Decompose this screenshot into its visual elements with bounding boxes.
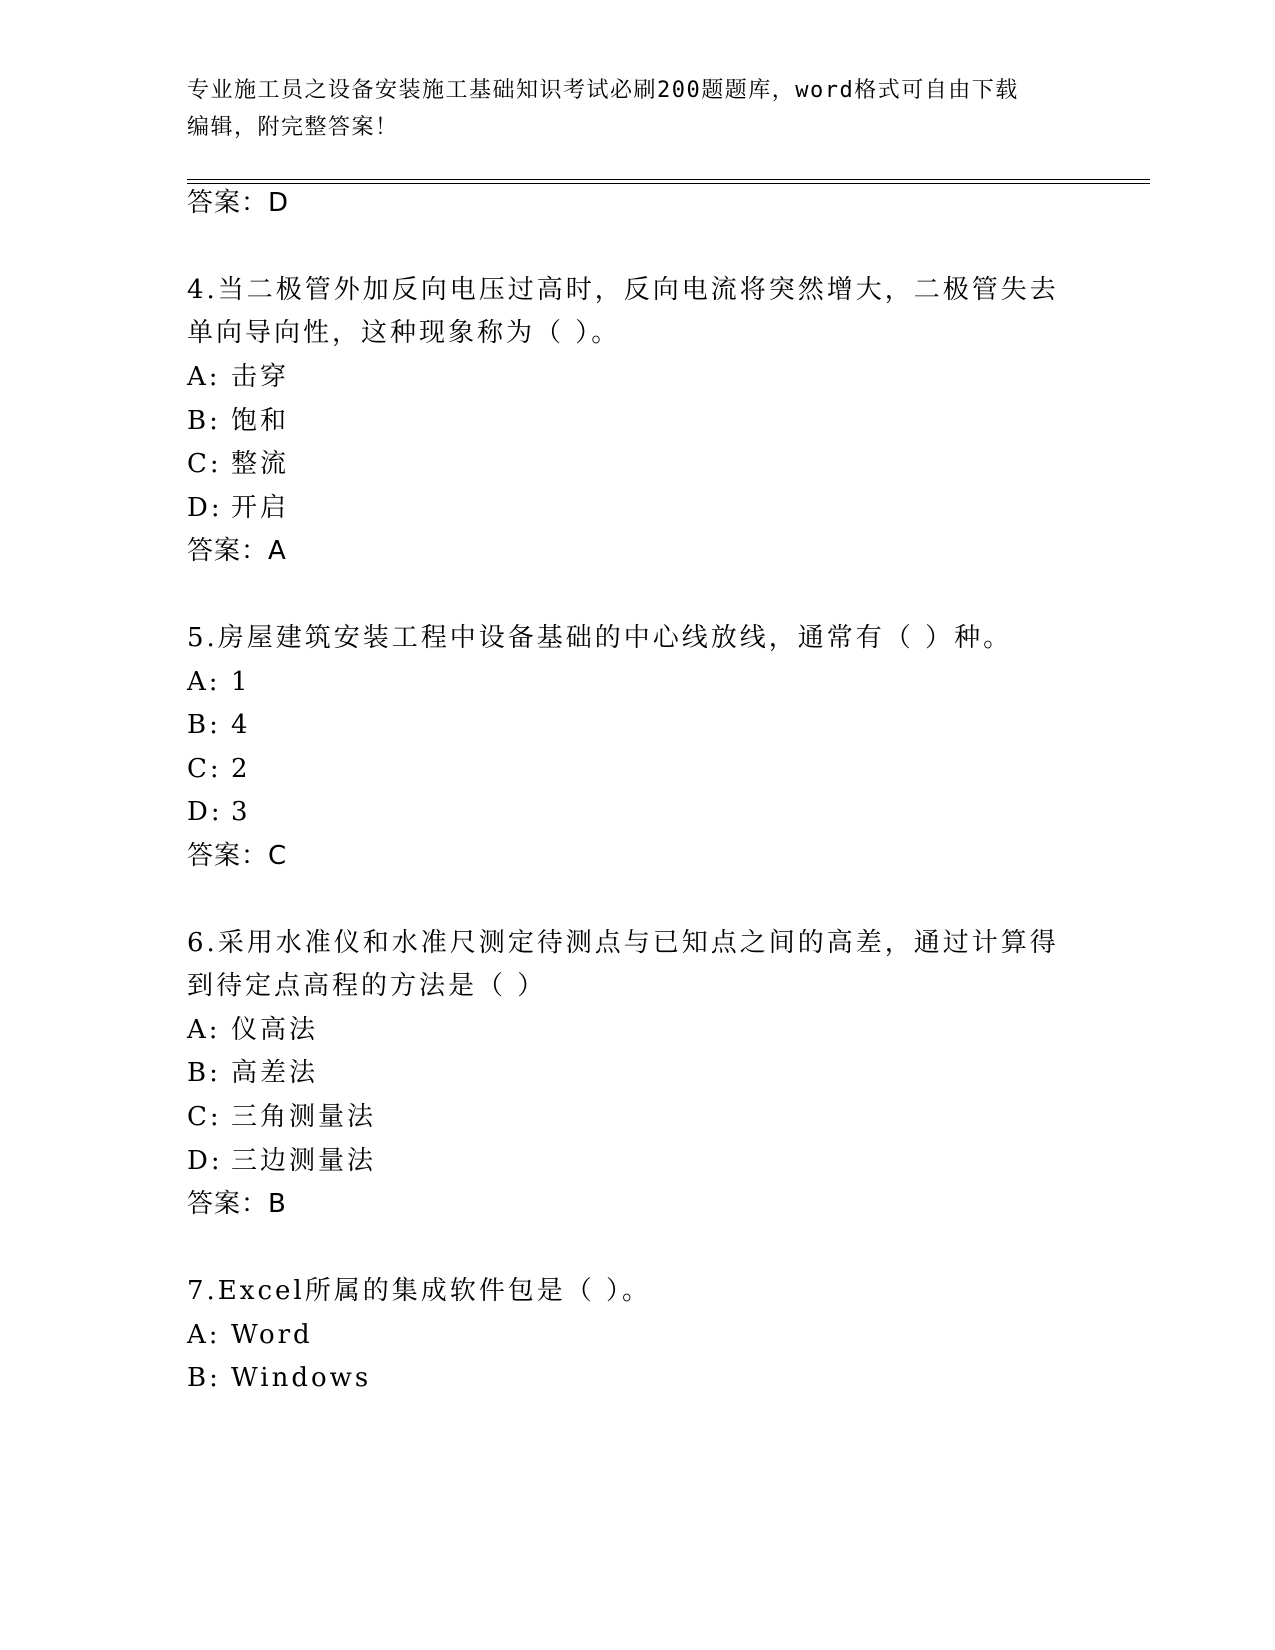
option-a xyxy=(187,667,251,697)
option-b xyxy=(187,1058,318,1088)
option-c xyxy=(187,754,251,784)
option-key: D: xyxy=(187,1146,223,1176)
question-text: 单向导向性，这种现象称为（ ）。 xyxy=(187,318,621,348)
option-text: Word xyxy=(231,1320,313,1350)
header-divider-bottom xyxy=(187,183,1150,184)
answer-label: 答案：B xyxy=(187,1189,287,1219)
option-key: A: xyxy=(187,1320,221,1350)
option-a xyxy=(187,362,289,392)
option-text: Windows xyxy=(231,1363,372,1393)
option-text: 三角测量法 xyxy=(231,1102,377,1132)
header-divider-top xyxy=(187,179,1150,180)
answer-label: 答案：D xyxy=(187,188,290,218)
option-text: 开启 xyxy=(231,493,290,523)
option-b xyxy=(187,710,251,740)
option-text: 1 xyxy=(231,667,251,697)
document-header xyxy=(187,72,1067,146)
answer-label: 答案：A xyxy=(187,536,287,566)
option-key: D: xyxy=(187,797,223,827)
option-key: A: xyxy=(187,362,221,392)
option-key: B: xyxy=(187,1363,221,1393)
option-text: 4 xyxy=(231,710,251,740)
option-text: 饱和 xyxy=(231,406,290,436)
option-d xyxy=(187,1146,376,1176)
option-text: 三边测量法 xyxy=(231,1146,377,1176)
option-b xyxy=(187,1363,371,1393)
option-text: 整流 xyxy=(231,449,290,479)
option-key: C: xyxy=(187,1102,222,1132)
option-key: B: xyxy=(187,406,221,436)
answer-label: 答案：C xyxy=(187,841,288,871)
header-line-2: 编辑，附完整答案！ xyxy=(187,115,399,140)
option-text: 高差法 xyxy=(231,1058,319,1088)
question-text: 7.Excel所属的集成软件包是（ ）。 xyxy=(187,1276,651,1306)
option-key: D: xyxy=(187,493,223,523)
question-text: 5.房屋建筑安装工程中设备基础的中心线放线，通常有（ ）种。 xyxy=(187,623,1013,653)
option-text: 3 xyxy=(231,797,251,827)
option-key: B: xyxy=(187,1058,221,1088)
option-c xyxy=(187,1102,376,1132)
question-text: 4.当二极管外加反向电压过高时，反向电流将突然增大，二极管失去 xyxy=(187,275,1059,305)
question-text: 6.采用水准仪和水准尺测定待测点与已知点之间的高差，通过计算得 xyxy=(187,928,1059,958)
option-a xyxy=(187,1320,313,1350)
option-a xyxy=(187,1015,318,1045)
option-key: B: xyxy=(187,710,221,740)
option-b xyxy=(187,406,289,436)
option-text: 击穿 xyxy=(231,362,290,392)
option-key: A: xyxy=(187,667,221,697)
option-key: A: xyxy=(187,1015,221,1045)
option-c xyxy=(187,449,289,479)
option-key: C: xyxy=(187,754,222,784)
question-text: 到待定点高程的方法是（ ） xyxy=(187,971,547,1001)
option-text: 2 xyxy=(231,754,251,784)
option-key: C: xyxy=(187,449,222,479)
option-text: 仪高法 xyxy=(231,1015,319,1045)
header-line-1: 专业施工员之设备安装施工基础知识考试必刷200题题库，word格式可自由下载 xyxy=(187,78,1019,103)
option-d xyxy=(187,493,289,523)
option-d xyxy=(187,797,251,827)
